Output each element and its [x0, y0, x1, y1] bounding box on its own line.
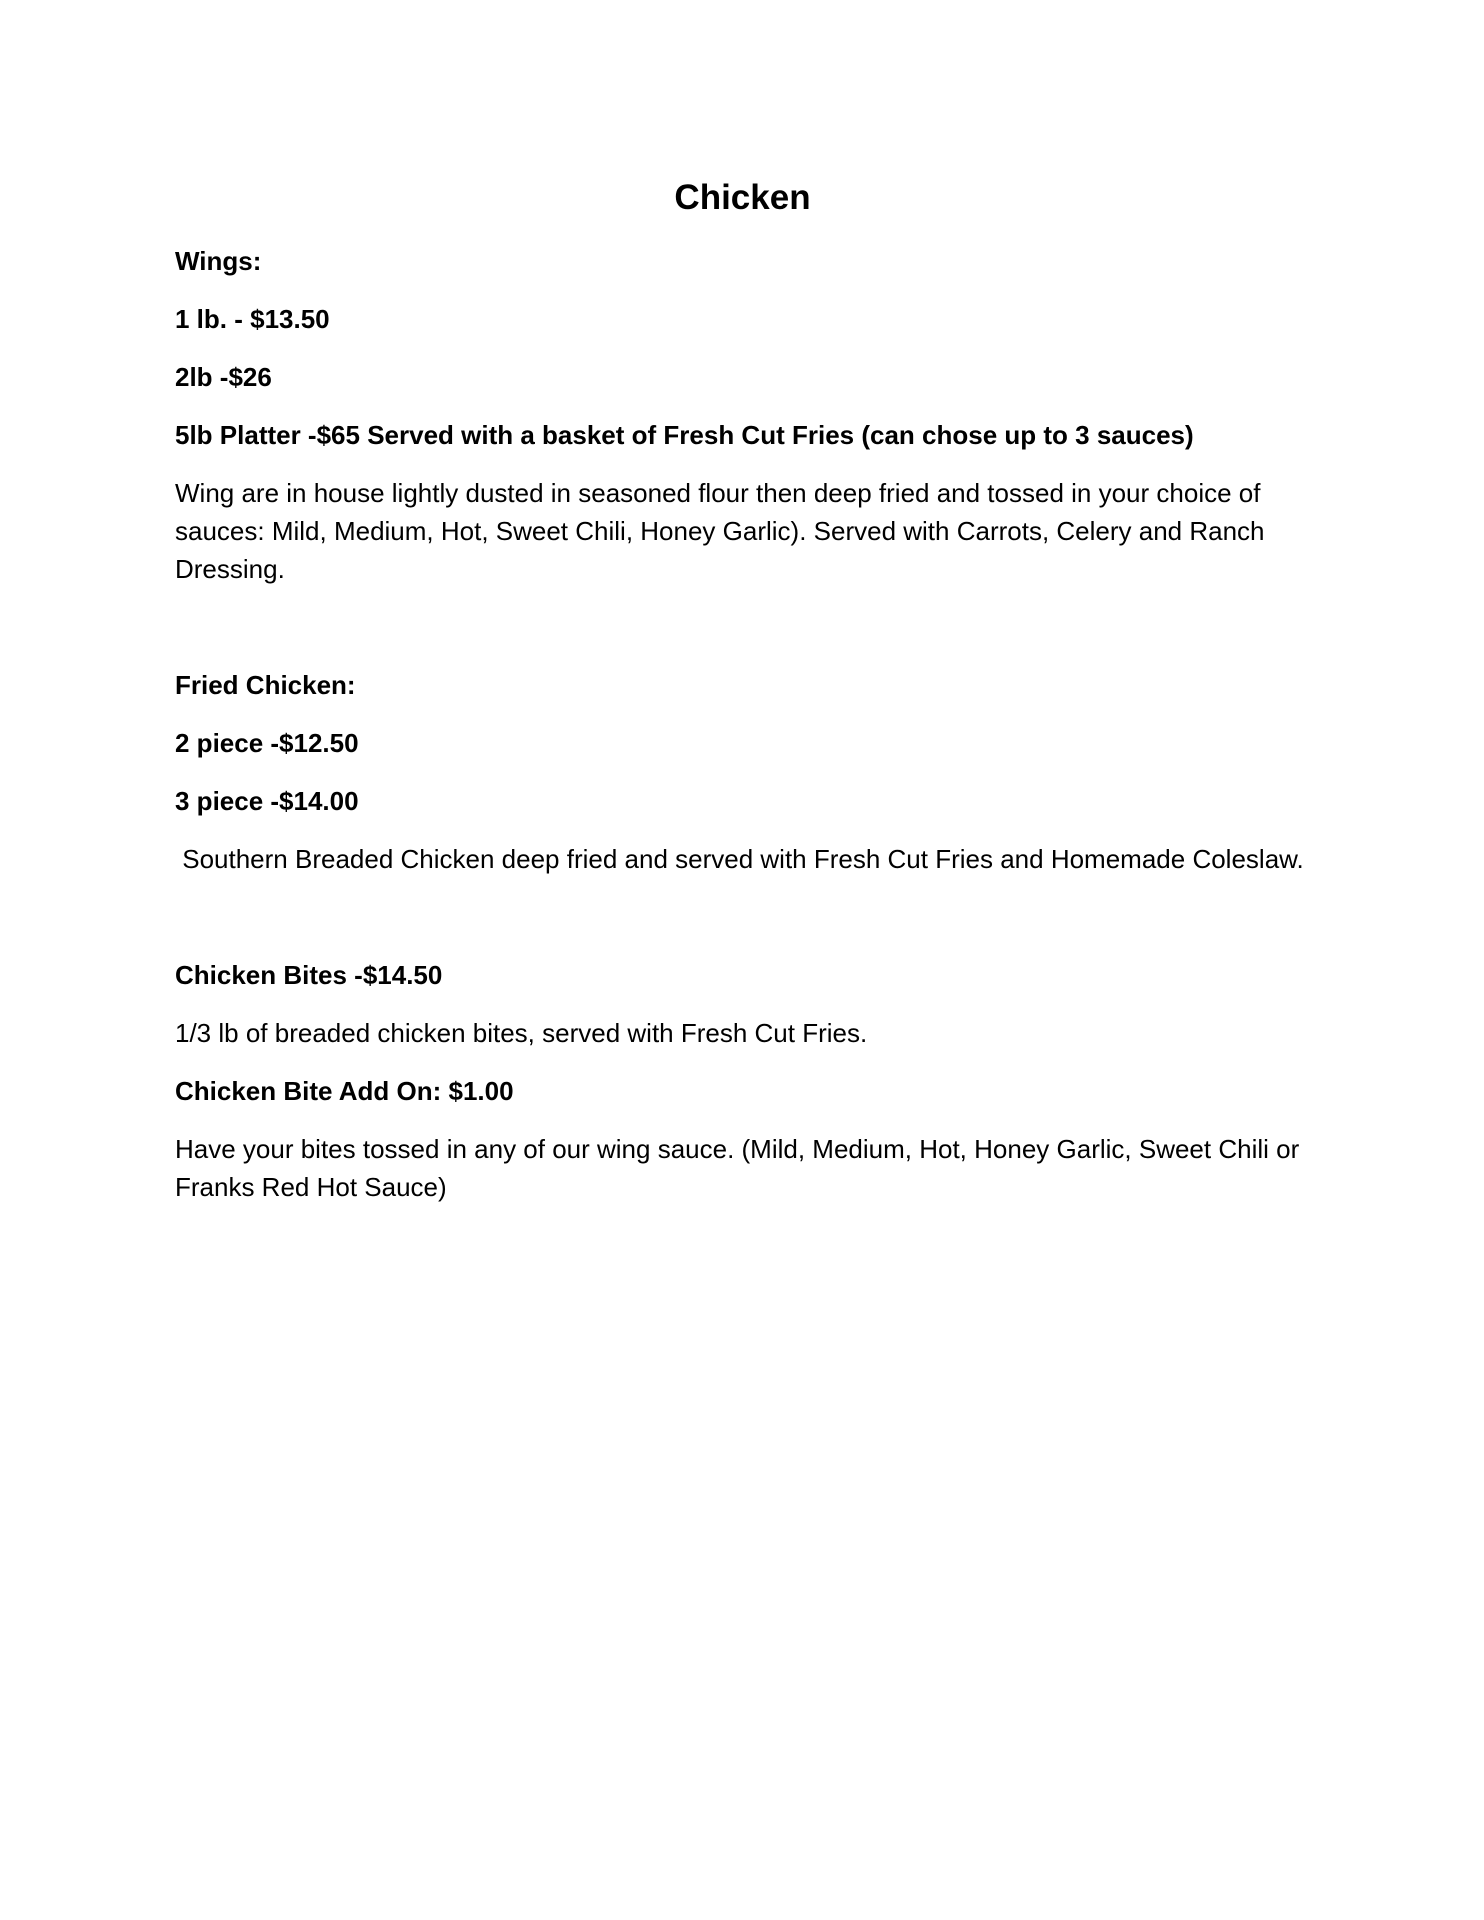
section-spacer [175, 608, 1310, 666]
page-title: Chicken [674, 178, 811, 217]
wings-description: Wing are in house lightly dusted in seasoned flour then deep fried and tossed in your choice of sauces: Mild, Medium, Hot, Sweet Chili, Honey Garlic). Served with Carrots, Celery and Ranch Dressing. [175, 478, 1265, 584]
fried-chicken-price-3pc: 3 piece -$14.00 [175, 786, 359, 816]
fried-chicken-price-2pc: 2 piece -$12.50 [175, 728, 359, 758]
wings-price-2lb: 2lb -$26 [175, 362, 272, 392]
menu-content [175, 176, 1310, 1226]
chicken-bites-description: 1/3 lb of breaded chicken bites, served with Fresh Cut Fries. [175, 1018, 868, 1048]
chicken-bites-heading: Chicken Bites -$14.50 [175, 960, 443, 990]
fried-chicken-description: Southern Breaded Chicken deep fried and served with Fresh Cut Fries and Homemade Coleslaw. [175, 844, 1304, 874]
section-spacer [175, 898, 1310, 956]
fried-chicken-heading: Fried Chicken: [175, 670, 356, 700]
chicken-bites-addon-heading: Chicken Bite Add On: $1.00 [175, 1076, 514, 1106]
wings-heading: Wings: [175, 246, 262, 276]
chicken-bites-addon-description: Have your bites tossed in any of our wing sauce. (Mild, Medium, Hot, Honey Garlic, Sweet Chili or Franks Red Hot Sauce) [175, 1134, 1300, 1202]
wings-price-1lb: 1 lb. - $13.50 [175, 304, 330, 334]
wings-platter: 5lb Platter -$65 Served with a basket of Fresh Cut Fries (can chose up to 3 sauces) [175, 420, 1194, 450]
